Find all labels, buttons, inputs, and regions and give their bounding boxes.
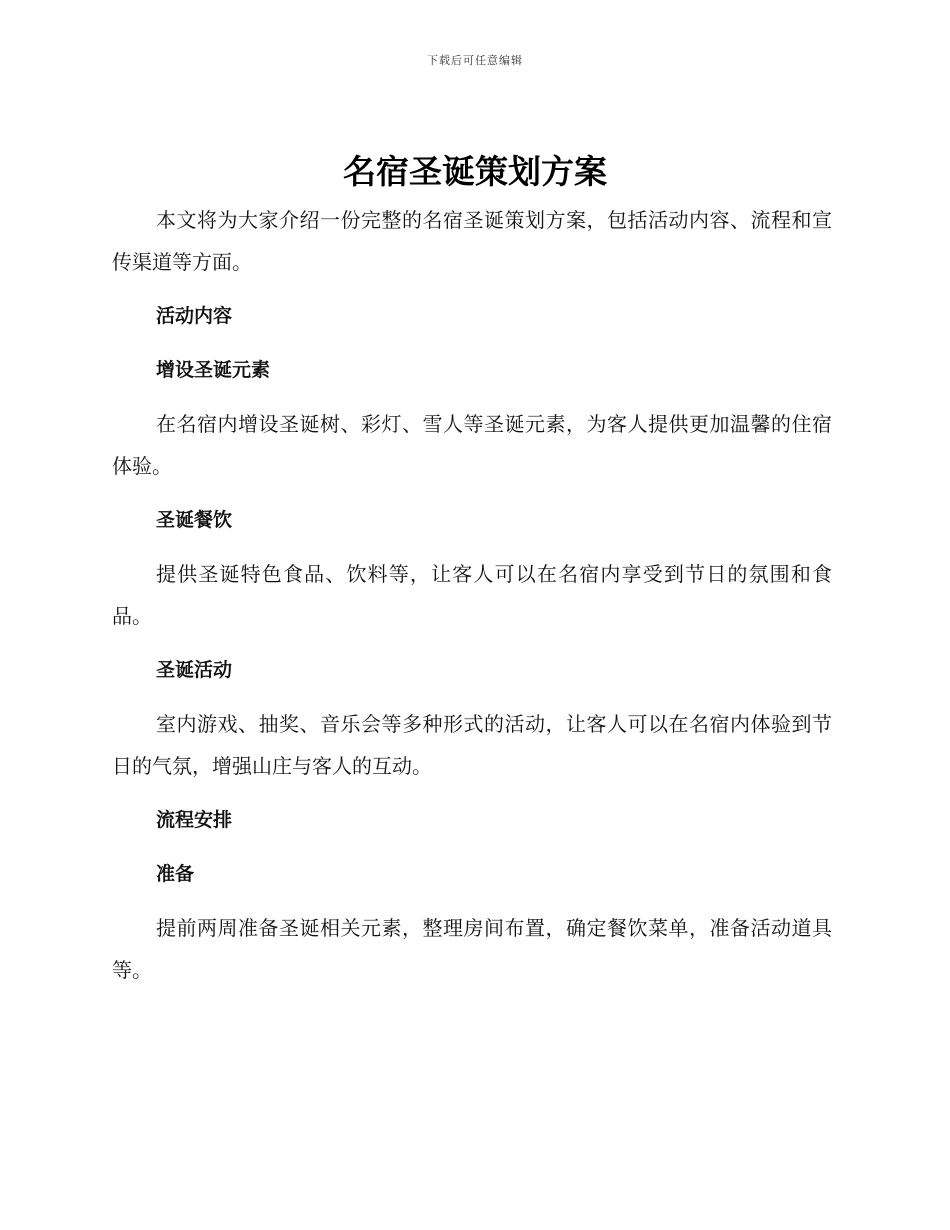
document-title: 名宿圣诞策划方案 — [343, 152, 607, 191]
section-heading-activities: 活动内容 — [156, 305, 233, 327]
paragraph-preparation: 提前两周准备圣诞相关元素，整理房间布置，确定餐饮菜单，准备活动道具等。 — [112, 916, 832, 982]
paragraph-dining: 提供圣诞特色食品、饮料等，让客人可以在名宿内享受到节日的氛围和食品。 — [112, 562, 832, 628]
paragraph-decor: 在名宿内增设圣诞树、彩灯、雪人等圣诞元素，为客人提供更加温馨的住宿体验。 — [112, 412, 832, 478]
paragraph-events: 室内游戏、抽奖、音乐会等多种形式的活动，让客人可以在名宿内体验到节日的气氛，增强山庄与客人的互动。 — [112, 712, 832, 778]
page-header-note: 下载后可任意编辑 — [427, 54, 523, 67]
subsection-heading-dining: 圣诞餐饮 — [156, 509, 233, 531]
subsection-heading-events: 圣诞活动 — [156, 659, 233, 681]
subsection-heading-preparation: 准备 — [156, 863, 195, 885]
subsection-heading-decor: 增设圣诞元素 — [156, 359, 271, 381]
intro-paragraph: 本文将为大家介绍一份完整的名宿圣诞策划方案，包括活动内容、流程和宣传渠道等方面。 — [112, 208, 832, 274]
section-heading-schedule: 流程安排 — [156, 809, 233, 831]
document-body — [112, 199, 832, 991]
